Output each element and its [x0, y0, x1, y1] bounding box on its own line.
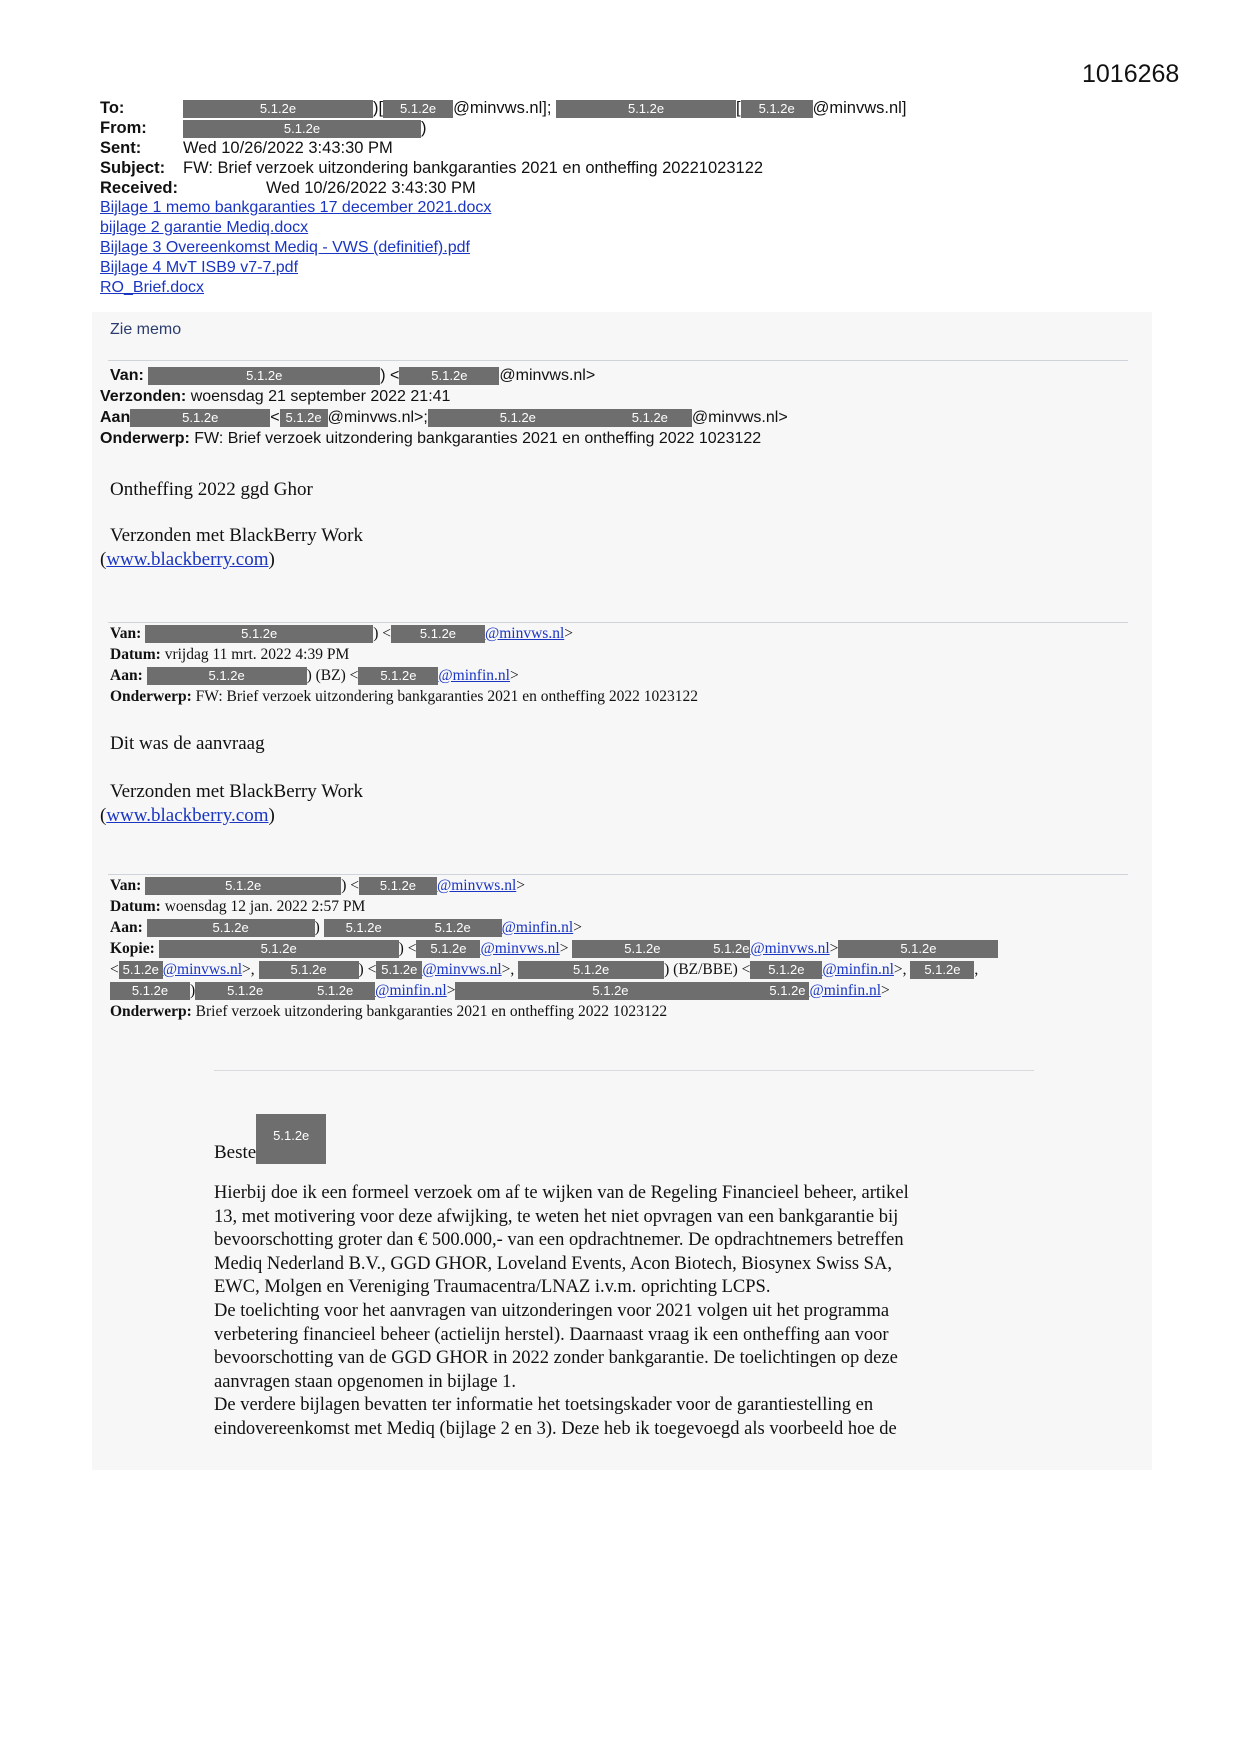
onderwerp-value: Brief verzoek uitzondering bankgaranties 2021 en ontheffing 2022 1023122 [195, 1003, 668, 1020]
onderwerp-value: FW: Brief verzoek uitzondering bankgaranties 2021 en ontheffing 2022 1023122 [194, 430, 762, 447]
redaction: 5.1.2e [376, 961, 422, 979]
msg3-van-row [110, 876, 525, 896]
van-domain: @minvws.nl> [499, 367, 596, 384]
email-link[interactable]: @minvws.nl [484, 625, 565, 642]
aan-separator: ) (BZ) < [306, 667, 359, 684]
redaction: 5.1.2e [256, 1114, 326, 1164]
sent-label: Sent: [100, 139, 142, 157]
redaction: 5.1.2e [428, 409, 608, 427]
letter-line: bevoorschotting van de GGD GHOR in 2022 zonder bankgarantie. De toelichtingen op deze [214, 1348, 898, 1369]
redaction: 5.1.2e [183, 120, 421, 138]
msg1-verzonden-row [100, 387, 450, 407]
to-domain: @minvws.nl] [812, 99, 907, 117]
van-label: Van: [110, 625, 142, 642]
sent-value: Wed 10/26/2022 3:43:30 PM [183, 139, 393, 157]
close-paren: ) [190, 982, 196, 999]
aan-label: Aan: [110, 667, 143, 684]
gt: > [509, 667, 519, 684]
msg3-datum-row [110, 897, 365, 917]
gt-comma: >, [501, 961, 515, 978]
gt: > [559, 940, 569, 957]
email-link[interactable]: @minfin.nl [501, 919, 574, 936]
subject-value: FW: Brief verzoek uitzondering bankgaranties 2021 en ontheffing 20221023122 [183, 159, 764, 177]
email-link[interactable]: @minfin.nl [375, 982, 447, 999]
msg2-van-row [110, 624, 573, 644]
redaction: 5.1.2e [518, 961, 664, 979]
email-link[interactable]: @minfin.nl [809, 982, 882, 999]
letter-line: verbetering financieel beheer (actielijn herstel). Daarnaast vraag ik een ontheffing aan voor [214, 1324, 889, 1345]
attachment-link[interactable]: Bijlage 3 Overeenkomst Mediq - VWS (definitief).pdf [100, 239, 470, 256]
redaction: 5.1.2e [416, 940, 480, 958]
from-close: ) [421, 119, 427, 137]
received-value: Wed 10/26/2022 3:43:30 PM [266, 179, 476, 197]
msg3-aan-row [110, 918, 582, 938]
redaction: 5.1.2e [399, 367, 499, 385]
redaction: 5.1.2e [455, 982, 765, 1000]
redaction: 5.1.2e [838, 940, 998, 958]
attachment-link[interactable]: RO_Brief.docx [100, 279, 205, 296]
gt: > [573, 919, 582, 936]
redaction: 5.1.2e [119, 961, 163, 979]
gt-comma: >, [242, 961, 255, 978]
redaction: 5.1.2e [910, 961, 974, 979]
redaction: 5.1.2e [259, 961, 359, 979]
close-paren: ) [314, 919, 320, 936]
redaction: 5.1.2e [147, 919, 315, 937]
redaction: 5.1.2e [145, 625, 373, 643]
msg1-van-row [110, 366, 595, 386]
letter-line: bevoorschotting groter dan € 500.000,- van een opdrachtnemer. De opdrachtnemers betreffen [214, 1230, 904, 1251]
verzonden-value: woensdag 21 september 2022 21:41 [190, 388, 451, 405]
van-separator: ) < [341, 877, 359, 894]
email-link[interactable]: @minfin.nl [438, 667, 510, 684]
van-separator: ) < [380, 367, 400, 384]
letter-line: 13, met motivering voor deze afwijking, te weten het niet opvragen van een bankgarantie bij [214, 1206, 899, 1227]
email-link[interactable]: @minvws.nl [162, 961, 243, 978]
paren: ) [268, 805, 275, 826]
redaction: 5.1.2e [358, 667, 438, 685]
msg1-body: Ontheffing 2022 ggd Ghor [110, 479, 313, 500]
datum-label: Datum: [110, 646, 161, 663]
msg3-kopie-row-3 [110, 981, 890, 1001]
datum-value: vrijdag 11 mrt. 2022 4:39 PM [164, 646, 350, 663]
gt: > [829, 940, 839, 957]
kopie-label: Kopie: [110, 940, 155, 957]
redaction: 5.1.2e [159, 940, 399, 958]
gt: > [516, 877, 526, 894]
letter-line: eindovereenkomst met Mediq (bijlage 2 en 3). Deze heb ik toegevoegd als voorbeeld hoe de [214, 1418, 897, 1439]
aan-domain: @minvws.nl>; [327, 409, 428, 426]
redaction: 5.1.2e [324, 919, 404, 937]
email-link[interactable]: @minvws.nl [422, 961, 502, 978]
redaction: 5.1.2e [195, 982, 295, 1000]
verzonden-label: Verzonden: [100, 388, 187, 405]
to-row [100, 98, 906, 118]
gt: > [881, 982, 890, 999]
received-row [100, 178, 906, 198]
onderwerp-label: Onderwerp: [100, 430, 190, 447]
msg2-body: Dit was de aanvraag [110, 733, 265, 754]
aan-domain: @minvws.nl> [691, 409, 788, 426]
zie-memo: Zie memo [110, 321, 182, 338]
msg2-aan-row [110, 666, 519, 686]
onderwerp-label: Onderwerp: [110, 1003, 192, 1020]
letter-line: aanvragen staan opgenomen in bijlage 1. [214, 1371, 517, 1392]
blackberry-link-row [100, 806, 275, 826]
letter-line: Mediq Nederland B.V., GGD GHOR, Loveland Events, Acon Biotech, Biosynex Swiss SA, [214, 1253, 892, 1274]
lt: < [270, 409, 280, 426]
gt: > [446, 982, 456, 999]
divider [108, 874, 1128, 875]
blackberry-link[interactable]: www.blackberry.com [106, 549, 269, 570]
gt: > [564, 625, 574, 642]
redaction: 5.1.2e [556, 100, 736, 118]
email-link[interactable]: @minvws.nl [750, 940, 830, 957]
redaction: 5.1.2e [391, 625, 485, 643]
attachment-link[interactable]: Bijlage 4 MvT ISB9 v7-7.pdf [100, 259, 299, 276]
redaction: 5.1.2e [148, 367, 380, 385]
redaction: 5.1.2e [147, 667, 307, 685]
msg3-onderwerp-row [110, 1002, 667, 1022]
document-number: 1016268 [1082, 60, 1180, 88]
from-row [100, 118, 906, 138]
aan-label: Aan: [110, 919, 143, 936]
bracket: [ [736, 99, 741, 117]
separator: ) < [358, 961, 377, 978]
divider [108, 360, 1128, 361]
letter-body [214, 1182, 1114, 1442]
redaction: 5.1.2e [383, 100, 453, 118]
redaction: 5.1.2e [280, 409, 328, 427]
salutation-row [214, 1114, 326, 1164]
bz-bbe: ) (BZ/BBE) < [664, 961, 751, 978]
letter-line: De toelichting voor het aanvragen van uitzonderingen voor 2021 volgen uit het programma [214, 1300, 890, 1321]
email-link[interactable]: @minvws.nl [480, 940, 560, 957]
kopie-separator: ) < [398, 940, 417, 957]
attachment-link[interactable]: bijlage 2 garantie Mediq.docx [100, 219, 309, 236]
msg2-datum-row [110, 645, 349, 665]
van-label: Van: [110, 367, 144, 384]
redaction: 5.1.2e [741, 100, 813, 118]
paren: ( [100, 805, 107, 826]
blackberry-signature: Verzonden met BlackBerry Work [110, 525, 363, 546]
paren: ( [100, 549, 107, 570]
comma: , [974, 961, 979, 978]
to-domain: @minvws.nl]; [453, 99, 552, 117]
subject-row [100, 158, 906, 178]
redaction: 5.1.2e [183, 100, 373, 118]
redaction: 5.1.2e [295, 982, 375, 1000]
letter-line: Hierbij doe ik een formeel verzoek om af te wijken van de Regeling Financieel beheer, artikel [214, 1183, 909, 1203]
received-label: Received: [100, 179, 178, 197]
salutation: Beste [214, 1142, 257, 1163]
redaction: 5.1.2e [750, 961, 822, 979]
blackberry-signature: Verzonden met BlackBerry Work [110, 781, 363, 802]
redaction: 5.1.2e [145, 877, 341, 895]
bracket: )[ [373, 99, 384, 117]
blackberry-link-row [100, 550, 275, 570]
lt: < [110, 961, 119, 978]
msg3-kopie-row-2 [110, 960, 978, 980]
van-separator: ) < [373, 625, 391, 642]
letter-line: EWC, Molgen en Vereniging Traumacentra/LNAZ i.v.m. oprichting LCPS. [214, 1277, 771, 1298]
redaction: 5.1.2e [572, 940, 712, 958]
msg1-onderwerp-row [100, 429, 761, 449]
redaction: 5.1.2e [359, 877, 437, 895]
aan-label: Aan [100, 409, 131, 426]
divider [214, 1070, 1034, 1071]
msg1-aan-row [100, 408, 788, 428]
redaction: 5.1.2e [765, 982, 809, 1000]
redaction: 5.1.2e [404, 919, 502, 937]
onderwerp-value: FW: Brief verzoek uitzondering bankgaranties 2021 en ontheffing 2022 1023122 [195, 688, 699, 705]
email-link[interactable]: @minfin.nl [822, 961, 894, 978]
datum-value: woensdag 12 jan. 2022 2:57 PM [164, 898, 366, 915]
divider [108, 622, 1128, 623]
subject-label: Subject: [100, 159, 166, 177]
redaction: 5.1.2e [713, 941, 750, 957]
datum-label: Datum: [110, 898, 161, 915]
email-link[interactable]: @minvws.nl [436, 877, 517, 894]
redaction: 5.1.2e [608, 409, 692, 427]
van-label: Van: [110, 877, 142, 894]
to-label: To: [100, 99, 125, 117]
email-header [100, 98, 906, 198]
from-label: From: [100, 119, 147, 137]
msg3-kopie-row [110, 939, 998, 959]
blackberry-link[interactable]: www.blackberry.com [106, 805, 269, 826]
redaction: 5.1.2e [130, 409, 270, 427]
paren: ) [268, 549, 275, 570]
msg2-onderwerp-row [110, 687, 698, 707]
attachment-link[interactable]: Bijlage 1 memo bankgaranties 17 december 2021.docx [100, 199, 492, 216]
gt-comma: >, [893, 961, 907, 978]
sent-row [100, 138, 906, 158]
redaction: 5.1.2e [110, 982, 190, 1000]
onderwerp-label: Onderwerp: [110, 688, 192, 705]
letter-line: De verdere bijlagen bevatten ter informatie het toetsingskader voor de garantiestelling en [214, 1395, 874, 1416]
